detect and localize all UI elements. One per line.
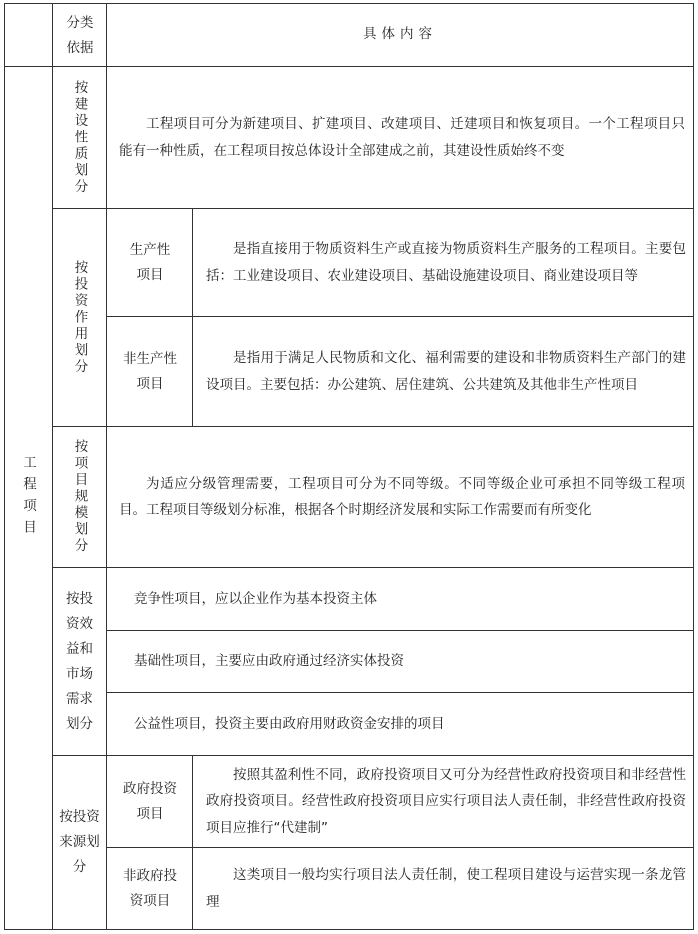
header-category: 分类依据 — [66, 15, 94, 56]
content-non-government: 这类项目一般均实行项目法人责任制，使工程项目建设与运营实现一条龙管理 — [206, 867, 686, 910]
content-competitive: 竞争性项目，应以企业作为基本投资主体 — [134, 590, 377, 607]
content-public-welfare: 公益性项目，投资主要由政府用财政资金安排的项目 — [134, 715, 445, 732]
header-content: 具体内容 — [363, 26, 437, 42]
subcategory-non-productive: 非生产性项目 — [123, 350, 177, 392]
content-government: 按照其盈利性不同，政府投资项目又可分为经营性政府投资项目和非经营性政府投资项目。经营性政府投资项目应实行项目法人责任制，非经营性政府投资项目应推行“代建制” — [206, 766, 686, 836]
content-project-scale: 为适应分级管理需要，工程项目可分为不同等级。不同等级企业可承担不同等级工程项目。工程项目等级划分标准，根据各个时期经济发展和实际工作需要而有所变化 — [119, 475, 685, 518]
col-divider-sub-2 — [192, 755, 193, 930]
content-productive: 是指直接用于物质资料生产或直接为物质资料生产服务的工程项目。主要包括：工业建设项目、农业建设项目、基础设施建设项目、商业建设项目等 — [206, 241, 686, 284]
col-divider-2 — [106, 3, 107, 930]
col-divider-sub-1 — [192, 208, 193, 426]
content-infrastructure: 基础性项目，主要应由政府通过经济实体投资 — [134, 653, 404, 670]
subcategory-non-government: 非政府投资项目 — [123, 867, 177, 909]
category-project-scale: 按项目规模划分 — [71, 439, 88, 555]
subcategory-government: 政府投资项目 — [123, 780, 177, 822]
category-benefit-market: 按投资效益和市场需求划分 — [66, 590, 93, 732]
content-construction-nature: 工程项目可分为新建项目、扩建项目、改建项目、迁建项目和恢复项目。一个工程项目只能有一种性质，在工程项目按总体设计全部建成之前，其建设性质始终不变 — [119, 116, 685, 159]
subcategory-productive: 生产性项目 — [129, 241, 171, 283]
table-border-right — [693, 3, 694, 930]
category-construction-nature: 按建设性质划分 — [71, 79, 88, 196]
category-investment-use: 按投资作用划分 — [71, 259, 88, 376]
root-category-label: 工程项目 — [20, 455, 36, 541]
table-border-bottom — [4, 929, 694, 930]
content-non-productive: 是指用于满足人民物质和文化、福利需要的建设和非物质资料生产部门的建设项目。主要包括：办公建筑、居住建筑、公共建筑及其他非生产性项目 — [206, 350, 686, 393]
category-funding-source: 按投资来源划分 — [59, 809, 100, 875]
classification-table — [4, 3, 694, 930]
